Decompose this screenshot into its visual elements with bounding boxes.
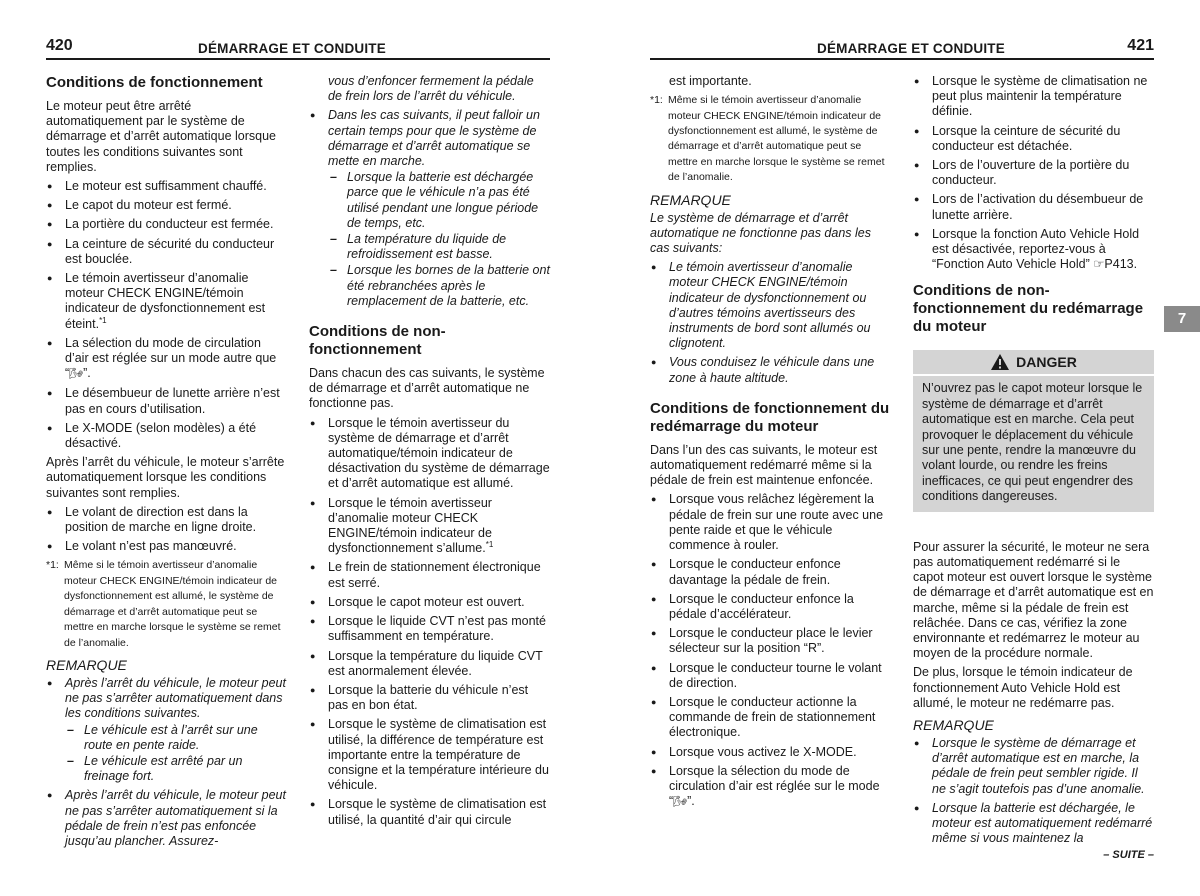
- list-item: ● Lorsque le liquide CVT n’est pas monté suffisamment en température.: [309, 614, 550, 644]
- list-item: ● Le témoin avertisseur d’anomalie moteur CHECK ENGINE/témoin indicateur de dysfonctionnement ou d’autres témoins avertisseurs des instruments de bord sont allumés ou clignotent.: [650, 260, 891, 351]
- list-item-text: Lorsque le témoin avertisseur d’anomalie moteur CHECK ENGINE/témoin indicateur de dysfonctionnement s’allume.: [328, 495, 492, 556]
- continued-label: – SUITE –: [1103, 849, 1154, 861]
- list-item: ● Lorsque le système de climatisation ne peut plus maintenir la température définie.: [913, 74, 1154, 120]
- list-item-text: Le témoin avertisseur d’anomalie moteur CHECK ENGINE/témoin indicateur de dysfonctionnement est éteint.: [65, 271, 266, 331]
- conditions-list: [309, 416, 550, 828]
- remark-list: [650, 260, 891, 386]
- column-3: [650, 74, 891, 814]
- chapter-tab: 7: [1164, 306, 1200, 332]
- list-item: ● Le volant n’est pas manœuvré.: [46, 539, 287, 554]
- page-header-right: [650, 36, 1154, 60]
- chapter-title-left: DÉMARRAGE ET CONDUITE: [198, 41, 386, 56]
- list-item: ● Le volant de direction est dans la position de marche en ligne droite.: [46, 505, 287, 535]
- list-item: ● Lorsque le conducteur enfonce la pédale d’accélérateur.: [650, 592, 891, 622]
- list-item: ● Le capot du moteur est fermé.: [46, 198, 287, 213]
- paragraph-continued: vous d’enfoncer fermement la pédale de frein lors de l’arrêt du véhicule.: [328, 74, 534, 104]
- list-item: ● La portière du conducteur est fermée.: [46, 217, 287, 232]
- remark-label: REMARQUE: [913, 716, 994, 733]
- list-item: ● Vous conduisez le véhicule dans une zone à haute altitude.: [650, 355, 891, 385]
- chapter-title-right: DÉMARRAGE ET CONDUITE: [817, 41, 1005, 56]
- conditions-list: [913, 74, 1154, 272]
- remark-list: [46, 676, 287, 849]
- remark-label: REMARQUE: [650, 191, 731, 208]
- sub-list: [328, 170, 550, 309]
- list-item: ● Lorsque le conducteur enfonce davantage la pédale de frein.: [650, 557, 891, 587]
- list-item: ● Lorsque le conducteur actionne la commande de frein de stationnement électronique.: [650, 695, 891, 741]
- page-number-left: 420: [46, 37, 73, 54]
- remark-intro: Le système de démarrage et d’arrêt automatique ne fonctionne pas dans les cas suivants:: [650, 210, 871, 256]
- sub-list-item: – Le véhicule est arrêté par un freinage fort.: [65, 754, 287, 784]
- paragraph: Dans l’un des cas suivants, le moteur est automatiquement redémarré même si la pédale de frein est maintenue enfoncée.: [650, 442, 878, 488]
- section-heading-operating-conditions: Conditions de fonctionnement: [46, 74, 263, 91]
- list-item: [309, 108, 550, 309]
- footnote-ref: *1: [485, 540, 494, 550]
- list-item: ● Lorsque le conducteur tourne le volant de direction.: [650, 661, 891, 691]
- list-item: [46, 271, 287, 332]
- list-item: ● Après l’arrêt du véhicule, le moteur peut ne pas s’arrêter automatiquement si la pédale de frein n’est pas enfoncée jusqu’au plancher. Assurez-: [46, 788, 287, 849]
- column-2: [309, 74, 550, 832]
- column-1: [46, 74, 287, 853]
- page-number-right: 421: [1127, 37, 1154, 54]
- paragraph: Après l’arrêt du véhicule, le moteur s’arrête automatiquement lorsque les conditions suivantes sont remplies.: [46, 455, 285, 500]
- footnote-text: Même si le témoin avertisseur d’anomalie moteur CHECK ENGINE/témoin indicateur de dysfonctionnement est allumé, le système de démarrage et d’arrêt automatique peut se mettre en marche lorsque le système se remet de l’anomalie.: [668, 94, 885, 184]
- list-item: ● Lors de l’activation du désembueur de lunette arrière.: [913, 192, 1154, 222]
- list-item-suffix: ”.: [687, 794, 695, 809]
- list-item: ● Lorsque le système de démarrage et d’arrêt automatique est en marche, la pédale de frein peut sembler rigide. Il ne s’agit toutefois pas d’une anomalie.: [913, 736, 1154, 797]
- list-item: ● Le désembueur de lunette arrière n’est pas en cours d’utilisation.: [46, 386, 287, 416]
- paragraph: Pour assurer la sécurité, le moteur ne sera pas automatiquement redémarré si le capot moteur est ouvert lorsque le système de démarrage et d’arrêt automatique est en marche, même si la pédale de frein est relâchée. Dans ce cas, vérifiez la zone environnante et redémarrez le moteur au moyen de la procédure normale.: [913, 539, 1154, 661]
- list-item: ● Le moteur est suffisamment chauffé.: [46, 179, 287, 194]
- list-item: ● Lorsque la ceinture de sécurité du conducteur est détachée.: [913, 124, 1154, 154]
- list-item: ● Lorsque le conducteur place le levier sélecteur sur la position “R”.: [650, 626, 891, 656]
- list-item: ● Lorsque la température du liquide CVT est anormalement élevée.: [309, 649, 550, 679]
- footnote-mark: *1:: [46, 559, 59, 572]
- conditions-list: [46, 179, 287, 451]
- list-item-text: Dans les cas suivants, il peut falloir un certain temps pour que le système de démarrage et d’arrêt automatique se mette en marche.: [328, 108, 540, 169]
- remark-list: [913, 736, 1154, 846]
- warning-triangle-icon: [990, 353, 1010, 371]
- list-item-text: Lorsque la sélection du mode de circulation d’air est réglée sur le mode “: [669, 763, 880, 809]
- paragraph: Le moteur peut être arrêté automatiquement par le système de démarrage et d’arrêt automatique lorsque toutes les conditions suivantes sont remplies.: [46, 99, 276, 174]
- conditions-list: [46, 505, 287, 555]
- list-item: ● Lorsque la fonction Auto Vehicle Hold est désactivée, reportez-vous à “Fonction Auto Vehicle Hold” ☞P413.: [913, 227, 1154, 273]
- sub-list-item: – Lorsque la batterie est déchargée parce que le véhicule n’a pas été utilisé pendant une longue période de temps, etc.: [328, 170, 550, 231]
- list-item: [650, 764, 891, 811]
- list-item: ● Lors de l’ouverture de la portière du conducteur.: [913, 158, 1154, 188]
- footnote: [46, 558, 287, 650]
- paragraph: Dans chacun des cas suivants, le système de démarrage et d’arrêt automatique ne fonctionne pas.: [309, 366, 545, 411]
- sub-list-item: – Le véhicule est à l’arrêt sur une route en pente raide.: [65, 723, 287, 753]
- list-item: [309, 496, 550, 557]
- list-item: [46, 336, 287, 383]
- paragraph: De plus, lorsque le témoin indicateur de fonctionnement Auto Vehicle Hold est allumé, le moteur ne redémarre pas.: [913, 665, 1133, 710]
- sub-list: [65, 723, 287, 785]
- air-recirculation-icon: 🌬: [673, 796, 688, 809]
- list-item: ● Lorsque la batterie est déchargée, le moteur est automatiquement redémarré même si vous maintenez la: [913, 801, 1154, 847]
- list-item-text: Après l’arrêt du véhicule, le moteur peut ne pas s’arrêter automatiquement dans les conditions suivantes.: [65, 675, 286, 721]
- danger-box: [913, 350, 1154, 511]
- column-4: [913, 74, 1154, 850]
- list-item: [46, 676, 287, 784]
- list-item: ● Lorsque la batterie du véhicule n’est pas en bon état.: [309, 683, 550, 713]
- remark-list: [309, 108, 550, 309]
- conditions-list: [650, 492, 891, 810]
- section-heading-restart-non-operating: Conditions de non-fonctionnement du redémarrage du moteur: [913, 282, 1144, 336]
- page-header-left: [46, 36, 550, 60]
- list-item-text: La sélection du mode de circulation d’air est réglée sur un mode autre que “: [65, 335, 277, 381]
- section-heading-restart-conditions: Conditions de fonctionnement du redémarrage du moteur: [650, 399, 890, 435]
- danger-label: DANGER: [1016, 353, 1077, 370]
- list-item-suffix: ”.: [83, 366, 91, 381]
- paragraph-continued: est importante.: [669, 74, 752, 88]
- footnote-ref: *1: [99, 315, 107, 325]
- list-item: ● Lorsque le capot moteur est ouvert.: [309, 595, 550, 610]
- list-item: ● Le X-MODE (selon modèles) a été désactivé.: [46, 421, 287, 451]
- list-item: ● Le frein de stationnement électronique est serré.: [309, 560, 550, 590]
- sub-list-item: – La température du liquide de refroidissement est basse.: [328, 232, 550, 262]
- list-item: ● Lorsque vous relâchez légèrement la pédale de frein sur une route avec une pente raide et que le véhicule commence à rouler.: [650, 492, 891, 553]
- list-item: ● Lorsque le système de climatisation est utilisé, la quantité d’air qui circule: [309, 797, 550, 827]
- air-recirculation-icon: 🌬: [69, 368, 84, 381]
- footnote-mark: *1:: [650, 94, 663, 107]
- list-item: ● Lorsque le système de climatisation est utilisé, la différence de température est importante entre la température de consigne et la température intérieure du véhicule.: [309, 717, 550, 793]
- footnote: [650, 93, 891, 185]
- section-heading-non-operating-conditions: Conditions de non-fonctionnement: [309, 323, 446, 359]
- list-item: ● La ceinture de sécurité du conducteur est bouclée.: [46, 237, 287, 267]
- sub-list-item: – Lorsque les bornes de la batterie ont été rebranchées après le remplacement de la batterie, etc.: [328, 263, 550, 309]
- list-item: ● Lorsque le témoin avertisseur du système de démarrage et d’arrêt automatique/témoin indicateur de désactivation du système de démarrage et d’arrêt automatique est allumé.: [309, 416, 550, 492]
- danger-header: [913, 350, 1154, 376]
- footnote-text: Même si le témoin avertisseur d’anomalie moteur CHECK ENGINE/témoin indicateur de dysfonctionnement est allumé, le système de démarrage et d’arrêt automatique peut se mettre en marche lorsque le système se remet de l’anomalie.: [64, 559, 281, 649]
- list-item: ● Lorsque vous activez le X-MODE.: [650, 745, 891, 760]
- remark-label: REMARQUE: [46, 656, 127, 673]
- danger-text: N’ouvrez pas le capot moteur lorsque le système de démarrage et d’arrêt automatique est en marche. Cela peut provoquer le déplacement du véhicule sur une pente, rendre la manœuvre du volant lourde, ou rendre les freins inefficaces, ce qui peut engendrer des conditions dangereuses.: [922, 381, 1143, 504]
